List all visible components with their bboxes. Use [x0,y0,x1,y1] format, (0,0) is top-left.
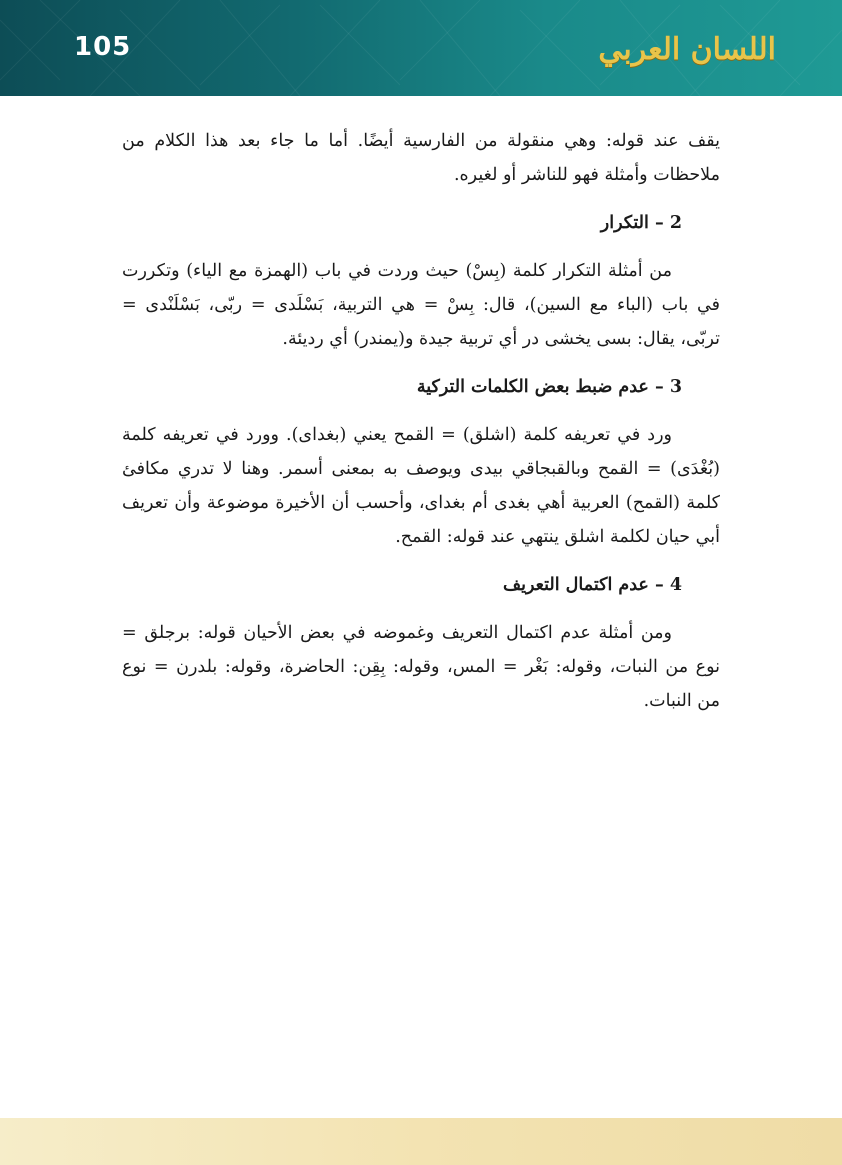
intro-paragraph: يقف عند قوله: وهي منقولة من الفارسية أيضًا. أما ما جاء بعد هذا الكلام من ملاحظات وأمثلة فهو للناشر أو لغيره. [122,131,720,185]
section-paragraph: ورد في تعريفه كلمة (اشلق) = القمح يعني (بغداى). وورد في تعريفه كلمة (بُغْدَى) = القمح وبالقبجاقي بيدى ويوصف به بمعنى أسمر. وهنا لا تدري مكافئ كلمة (القمح) العربية أهي بغدى أم بغداى، وأحسب أن الأخيرة موضوعة وأن تعريف أبي حيان لكلمة اشلق ينتهي عند قوله: القمح. [122,425,720,547]
page-number: 105 [74,32,132,62]
section-paragraph: ومن أمثلة عدم اكتمال التعريف وغموضه في بعض الأحيان قوله: برجلق = نوع من النبات، وقوله: بَغْر = المس، وقوله: بِقِن: الحاضرة، وقوله: بلدرن = نوع من النبات. [122,623,720,711]
header-bar [0,0,842,96]
section-paragraph: من أمثلة التكرار كلمة (بِسْ) حيث وردت في باب (الهمزة مع الياء) وتكررت في باب (الباء مع السين)، قال: بِسْ = هي التربية، بَسْلَدى = ربّى، بَسْلَنْدى = تربّى، يقال: بسى يخشى در أي تربية جيدة و(يمندر) أي رديئة. [122,261,720,349]
section-heading: 4 – عدم اكتمال التعريف [503,575,682,595]
journal-logo [598,26,776,72]
footer-band [0,1118,842,1165]
article-body [122,124,720,732]
section-heading: 3 – عدم ضبط بعض الكلمات التركية [416,377,682,397]
journal-logo-text: اللسان العربي [598,31,776,67]
section-heading: 2 – التكرار [600,213,682,233]
